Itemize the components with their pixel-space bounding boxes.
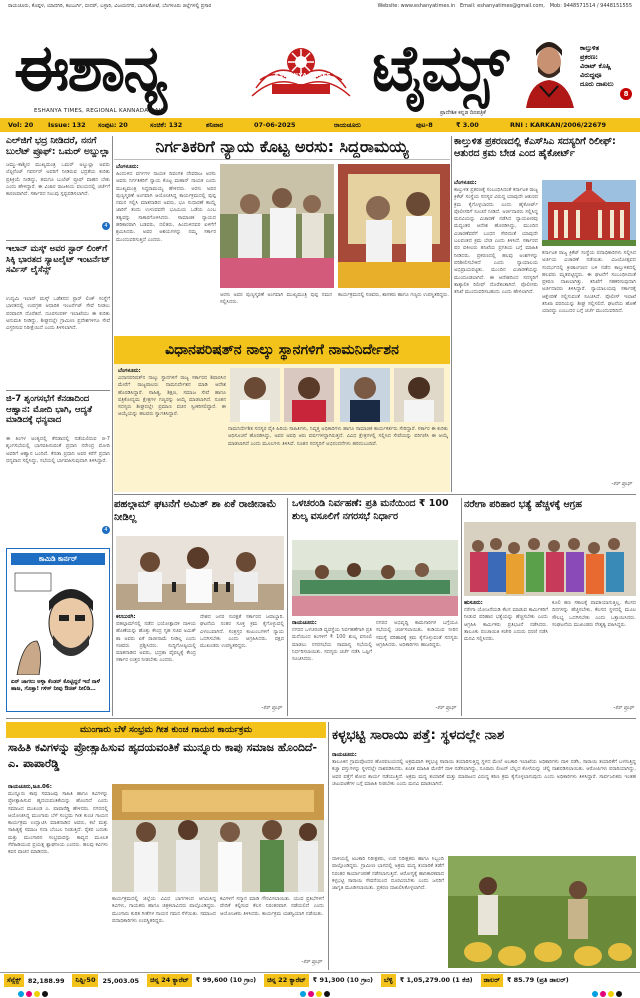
ticker-label: ಚಿನ್ನ 24 ಕ್ಯಾರೆಟ್ [147, 974, 192, 987]
website-link[interactable]: Website: www.eshanyatimes.in [377, 3, 456, 9]
lead-photo-captions: ಅರಸು ಅವರ ಪುಣ್ಯಸ್ಮರಣೆ ಅಂಗವಾಗಿ ಮುಖ್ಯಮಂತ್ರಿ ಪುಷ್ಪ ನಮನ ಸಲ್ಲಿಸಿದರು. ಕಾರ್ಯಕ್ರಮದಲ್ಲಿ ಸಚಿವರು, ಶಾಸಕರು ಹಾಗೂ ಗಣ್ಯರು ಉಪಸ್ಥಿತರಿದ್ದರು. [220, 292, 449, 306]
story-d-signature: -ಕೆಸ್ ಪ್ರೂಫ್ [301, 959, 322, 965]
cyan-mark-icon [18, 991, 24, 997]
ticker-label: ಸೆನ್ಸೆಕ್ಸ್ [4, 974, 24, 987]
divider [287, 498, 288, 716]
ticker-value: ₹ 85.79 (ಪ್ರತಿ ಡಾಲರ್) [506, 976, 569, 984]
issue-date: 07-06-2025 [254, 121, 296, 129]
high-court-photo [542, 180, 636, 246]
magenta-mark-icon [26, 991, 32, 997]
council-body-left: ಬೆಂಗಳೂರು: ವಿಧಾನಪರಿಷತ್‌ನ ನಾಲ್ಕು ಸ್ಥಾನಗಳಿಗೆ ರಾಜ್ಯ ಸರ್ಕಾರದ ಶಿಫಾರಸಿನ ಮೇರೆಗೆ ರಾಜ್ಯಪಾಲರು ನಾಮನಿರ್ದೇಶನ ಮಾಡಿ ಆದೇಶ ಹೊರಡಿಸಿದ್ದಾರೆ. ಸಾಹಿತ್ಯ, ಶಿಕ್ಷಣ, ಸಮಾಜ ಸೇವೆ ಹಾಗೂ ಪತ್ರಿಕೋದ್ಯಮ ಕ್ಷೇತ್ರಗಳ ಗಣ್ಯರನ್ನು ಆಯ್ಕೆ ಮಾಡಲಾಗಿದೆ. ನೂತನ ಸದಸ್ಯರು ಶೀಘ್ರದಲ್ಲೇ ಪ್ರಮಾಣ ವಚನ ಸ್ವೀಕರಿಸಲಿದ್ದಾರೆ. ಈ ಆಯ್ಕೆಯನ್ನು ಹಲವರು ಸ್ವಾಗತಿಸಿದ್ದಾರೆ. [118, 368, 226, 418]
right-story1-dateline: ಬೆಂಗಳೂರು: [454, 180, 477, 186]
council-headline-bar [114, 336, 450, 364]
divider [112, 136, 113, 716]
issue-info-bar [0, 118, 640, 132]
story-c-headline-wrap [464, 498, 636, 522]
promo-text: ಕಾಲ್ತುಳಿತ ಪ್ರಕರಣ: ವಿರಾಟ್ ಕೊಹ್ಲಿ ವಿರುದ್ಧವೂ ದೂರು ದಾಖಲು [580, 44, 614, 88]
price: ₹ 3.00 [456, 121, 479, 129]
market-ticker [0, 972, 640, 988]
story-a-body-right: ದೇಶದ ಜನರ ಸುರಕ್ಷತೆ ಸರ್ಕಾರದ ಜವಾಬ್ದಾರಿ. ಘಟನೆಯ ನಂತರ ಸೂಕ್ತ ಕ್ರಮ ಕೈಗೊಳ್ಳುವಲ್ಲಿ ವಿಳಂಬವಾಗಿದೆ. ಸಂತ್ರಸ್ತರ ಕುಟುಂಬಗಳಿಗೆ ನ್ಯಾಯ ಒದಗಿಸಬೇಕು ಎಂದು ಆಗ್ರಹಿಸಿದರು. ಪಕ್ಷದ ಮುಖಂಡರು ಉಪಸ್ಥಿತರಿದ್ದರು. -ಕೆಸ್ ಪ್ರೂಫ್ [200, 614, 284, 711]
issue: Issue: 132 [48, 121, 86, 129]
right-story1-body-right: ಕರ್ನಾಟಕ ರಾಜ್ಯ ಕ್ರಿಕೆಟ್ ಸಂಸ್ಥೆಯ ಪದಾಧಿಕಾರಿಗಳು ಸಲ್ಲಿಸಿದ ಅರ್ಜಿಯ ವಿಚಾರಣೆ ನಡೆಯಿತು. ವಿಜಯೋತ್ಸವದ ಸಂದರ್ಭದಲ್ಲಿ ಕ್ರೀಡಾಂಗಣದ ಬಳಿ ನಡೆದ ಕಾಲ್ತುಳಿತದಲ್ಲಿ ಹಲವರು ಮೃತಪಟ್ಟಿದ್ದರು. ಈ ಘಟನೆಗೆ ಸಂಬಂಧಿಸಿದಂತೆ ಪ್ರಕರಣ ದಾಖಲಾಗಿತ್ತು. ತನಿಖೆಗೆ ಸಹಕರಿಸುವುದಾಗಿ ಅರ್ಜಿದಾರರು ತಿಳಿಸಿದ್ದಾರೆ. ನ್ಯಾಯಾಲಯವು ಸರ್ಕಾರಕ್ಕೆ ಆಕ್ಷೇಪಣೆ ಸಲ್ಲಿಸುವಂತೆ ಸೂಚಿಸಿದೆ. ಪೊಲೀಸ್ ಇಲಾಖೆ ತನಿಖಾ ವರದಿಯನ್ನು ಶೀಘ್ರ ಸಲ್ಲಿಸಲಿದೆ. ಘಟನೆಯ ಹೊಣೆ ಯಾರದ್ದು ಎಂಬುದರ ಬಗ್ಗೆ ಚರ್ಚೆ ಮುಂದುವರಿದಿದೆ. -ಕೆಸ್ ಪ್ರೂಫ್ [542, 250, 636, 487]
story2-headline[interactable]: ಇಲಾನ್ ಮಸ್ಕ್ ಅವರ ಸ್ಟಾರ್ ಲಿಂಕ್‌ಗೆ ಸಿಕ್ಕಿ ಭಾರತದ ಸ್ಯಾಟಲೈಟ್ ಇಂಟರ್ನೆಟ್ ಸರ್ವಿಸ್ ಲೈಸೆನ್ಸ್ [6, 244, 110, 275]
rni-number: RNI : KARKAN/2006/22679 [510, 121, 607, 129]
masthead-title-left: ಈಶಾನ್ಯ [14, 31, 166, 106]
story-c-body-right: ಕೂಲಿ ಹಣ ಸಕಾಲಕ್ಕೆ ಪಾವತಿಯಾಗುತ್ತಿಲ್ಲ. ಕೆಲಸದ ದಿನಗಳನ್ನು ಹೆಚ್ಚಿಸಬೇಕು, ಕೆಲಸದ ಸ್ಥಳದಲ್ಲಿ ಮೂಲ ಸೌಲಭ್ಯ ಒದಗಿಸಬೇಕು ಎಂದು ಒತ್ತಾಯಿಸಿದರು. ಸಂಘಟನೆಯ ಮುಖಂಡರು ನೇತೃತ್ವ ವಹಿಸಿದ್ದರು. -ಕೆಸ್ ಪ್ರೂಫ್ [552, 600, 636, 711]
story-d-headline-wrap [8, 740, 326, 780]
right-story1-signature: -ಕೆಸ್ ಪ್ರೂಫ್ [611, 481, 632, 487]
vol: Vol: 20 [8, 121, 34, 129]
story-b-headline-wrap [292, 498, 458, 538]
cyan-mark-icon [592, 991, 598, 997]
cyan-mark-icon [300, 991, 306, 997]
weekday: ಶನಿವಾರ [206, 120, 224, 129]
yellow-mark-icon [34, 991, 40, 997]
yellow-mark-icon [608, 991, 614, 997]
masthead-subtitle-en: ESHANYA TIMES, REGIONAL KANNADA DAILY [34, 108, 168, 114]
council-headline[interactable]: ವಿಧಾನಪರಿಷತ್‌ನ ನಾಲ್ಕು ಸ್ಥಾನಗಳಿಗೆ ನಾಮನಿರ್ದೇಶನ [165, 342, 399, 358]
story3-body: ಈ ತಿಂಗಳ ಅಂತ್ಯದಲ್ಲಿ ಕೆನಡಾದಲ್ಲಿ ನಡೆಯಲಿರುವ ಜಿ-7 ಶೃಂಗಸಭೆಯಲ್ಲಿ ಭಾಗವಹಿಸುವಂತೆ ಪ್ರಧಾನಿ ನರೇಂದ್ರ ಮೋದಿ ಅವರಿಗೆ ಆಹ್ವಾನ ಬಂದಿದೆ. ಕೆನಡಾ ಪ್ರಧಾನಿ ಅವರ ಕರೆಗೆ ಪ್ರಧಾನಿ ಧನ್ಯವಾದ ಸಲ್ಲಿಸಿದ್ದು, ಸಭೆಯಲ್ಲಿ ಭಾಗವಹಿಸುವುದಾಗಿ ತಿಳಿಸಿದ್ದಾರೆ. [6, 436, 110, 464]
right-story1-headline-wrap [454, 136, 636, 176]
divider [6, 390, 110, 391]
masthead [0, 14, 640, 118]
story-d-headline[interactable]: ಸಾಹಿತಿ ಕವಿಗಳನ್ನು ಪ್ರೋತ್ಸಾಹಿಸುವ ಹೃದಯವಂತಿಕೆ ಮುನ್ನೂರು ಕಾಪು ಸಮಾಜ ಹೊಂದಿದೆ-ಎ. ಪಾಪಾರೆಡ್ಡಿ [8, 741, 318, 770]
ticker-label: ಡಾಲರ್ [481, 974, 503, 987]
lead-photo-1 [220, 164, 334, 288]
story-d-body-right: ಕವಿಗಳಿಗೆ ಸನ್ಮಾನ ಮಾಡಿ ಗೌರವಿಸಲಾಯಿತು. ಯುವ ಪ್ರತಿಭೆಗಳಿಗೆ ವೇದಿಕೆ ಕಲ್ಪಿಸುವ ಕೆಲಸ ನಿರಂತರವಾಗಿ ನಡೆಯಲಿದೆ ಎಂದು ಆಯೋಜಕರು ತಿಳಿಸಿದರು. ಕಾರ್ಯಕ್ರಮ ಯಶಸ್ವಿಯಾಗಿ ನಡೆಯಿತು. -ಕೆಸ್ ಪ್ರೂಫ್ [220, 896, 324, 965]
promo-box[interactable] [520, 30, 636, 118]
lead-photo-2 [338, 164, 450, 288]
event-banner [6, 722, 326, 738]
story-c-dateline: ಹುಸೂರು: [464, 600, 483, 606]
story-e-photo [448, 856, 636, 968]
story-a-body-left: ಕಲಬುರಗಿ: ಪಹಲ್ಗಾಮ್‌ನಲ್ಲಿ ನಡೆದ ಭಯೋತ್ಪಾದಕ ದಾಳಿಯ ಹೊಣೆಯನ್ನು ಹೊತ್ತು ಕೇಂದ್ರ ಗೃಹ ಸಚಿವ ಅಮಿತ್ ಶಾ ಅವರು ಏಕೆ ರಾಜೀನಾಮೆ ನೀಡಿಲ್ಲ ಎಂದು ಸಚಿವರು ಪ್ರಶ್ನಿಸಿದರು. ಸುದ್ದಿಗೋಷ್ಠಿಯಲ್ಲಿ ಮಾತನಾಡಿದ ಅವರು, ಭದ್ರತಾ ವೈಫಲ್ಯಕ್ಕೆ ಕೇಂದ್ರ ಸರ್ಕಾರ ಉತ್ತರ ನೀಡಬೇಕು ಎಂದರು. [116, 614, 196, 664]
ticker-value: ₹ 91,300 (10 ಗ್ರಾಂ) [312, 976, 374, 984]
ticker-value: 82,188.99 [27, 976, 65, 985]
magenta-mark-icon [600, 991, 606, 997]
story-b-dateline: ರಾಯಚೂರು: [292, 620, 317, 626]
story-a-signature: -ಕೆಸ್ ಪ್ರೂಫ್ [261, 705, 282, 711]
story3-headline[interactable]: ಜಿ-7 ಶೃಂಗಸಭೆಗೆ ಕೆನಡಾದಿಂದ ಆಹ್ವಾನ: ಮೋದಿ ಭಾಗಿ, ಆದ್ಯತೆ ಮಾಡಿದಕ್ಕೆ ಧನ್ಯವಾದ [6, 394, 92, 425]
story-d-dateline: ರಾಯಚೂರು,ಜೂ.06: [8, 784, 52, 790]
lead-body-left [116, 164, 216, 334]
story-b-photo [292, 540, 458, 616]
contact-info [377, 3, 632, 9]
story1-page-badge: 4 [102, 222, 110, 230]
story-e-headline[interactable]: ಕಳ್ಳಭಟ್ಟಿ ಸಾರಾಯಿ ಪತ್ತೆ: ಸ್ಥಳದಲ್ಲೇ ನಾಶ [332, 727, 505, 743]
player-photo-icon [520, 36, 578, 108]
divider [114, 494, 636, 495]
story-d-body-left: ರಾಯಚೂರು,ಜೂ.06: ಮುನ್ನೂರು ಕಾಪು ಸಮಾಜವು ಸಾಹಿತಿ ಹಾಗೂ ಕವಿಗಳನ್ನು ಪ್ರೋತ್ಸಾಹಿಸುವ ಹೃದಯವಂತಿಕೆಯನ್ನು ಹೊಂದಿದೆ ಎಂದು ಸಮಾಜದ ಮುಖಂಡ ಎ. ಪಾಪಾರೆಡ್ಡಿ ಹೇಳಿದರು. ನಗರದಲ್ಲಿ ಆಯೋಜಿಸಿದ್ದ ಮುಂಗಾರು ಬೆಳೆ ಸಂಭ್ರಮ ಗೀತ ಕುಂಚ ಗಾಯನ ಕಾರ್ಯಕ್ರಮ ಉದ್ಘಾಟಿಸಿ ಮಾತನಾಡಿದ ಅವರು, ಕಲೆ ಮತ್ತು ಸಾಹಿತ್ಯಕ್ಕೆ ಸಮಾಜ ಸದಾ ಬೆಂಬಲ ನೀಡುತ್ತಿದೆ. ರೈತರ ಬದುಕು ಮತ್ತು ಮುಂಗಾರಿನ ಸಂಭ್ರಮವನ್ನು ಕಾವ್ಯದ ಮೂಲಕ ಸೆರೆಹಿಡಿಯುವ ಪ್ರಯತ್ನ ಶ್ಲಾಘನೀಯ ಎಂದರು. ಹಲವು ಕವಿಗಳು ಕವನ ವಾಚನ ಮಾಡಿದರು. [8, 784, 108, 856]
story-a-headline-wrap [114, 498, 286, 534]
masthead-title-right: ಟೈಮ್ಸ್ [372, 31, 507, 106]
story1-headline[interactable]: ಎಲ್‌ಜಿ‌ಗೆ ಭದ್ರ ನೀಡಿದರೆ, ನನಗೆ ಬುಲೆಟ್ ಪ್ರೂಫ್: ಒಮರ್ ಅಬ್ದುಲ್ಲಾ [6, 136, 110, 157]
story-b-body-right: ನಗರದ ಅಭಿವೃದ್ಧಿ ಕಾಮಗಾರಿಗಳ ಬಗ್ಗೆಯೂ ಸಭೆಯಲ್ಲಿ ಚರ್ಚಿಸಲಾಯಿತು. ಕುಡಿಯುವ ನೀರಿನ ಸಮಸ್ಯೆ ಪರಿಹಾರಕ್ಕೆ ಕ್ರಮ ಕೈಗೊಳ್ಳುವಂತೆ ಸದಸ್ಯರು ಆಗ್ರಹಿಸಿದರು. ಅಧಿಕಾರಿಗಳು ಹಾಜರಿದ್ದರು. -ಕೆಸ್ ಪ್ರೂಫ್ [376, 620, 458, 711]
print-registration-marks [0, 990, 640, 998]
ticker-value: 25,003.05 [102, 976, 140, 985]
story1-body: ಜಮ್ಮು-ಕಾಶ್ಮೀರ ಮುಖ್ಯಮಂತ್ರಿ ಒಮರ್ ಅಬ್ದುಲ್ಲಾ ಅವರು ಲೆಫ್ಟಿನೆಂಟ್ ಗವರ್ನರ್ ಅವರಿಗೆ ನೀಡಿರುವ ಭದ್ರತೆಯ ಕುರಿತು ಪ್ರತಿಕ್ರಿಯೆ ನೀಡಿದ್ದು, ತಮಗೂ ಬುಲೆಟ್ ಪ್ರೂಫ್ ವಾಹನ ಬೇಕು ಎಂದು ಹೇಳಿದ್ದಾರೆ. ಈ ವಿಚಾರ ರಾಜಕೀಯ ವಲಯದಲ್ಲಿ ಚರ್ಚೆಗೆ ಕಾರಣವಾಗಿದೆ. ಸರ್ಕಾರದ ನಿಲುವು ಸ್ಪಷ್ಟಪಡಿಸಲಾಗಿದೆ. [6, 162, 110, 198]
story-b-body-left: ರಾಯಚೂರು: ನಗರದ ಒಳಚರಂಡಿ ವ್ಯವಸ್ಥೆಯ ನಿರ್ವಹಣೆಗಾಗಿ ಪ್ರತಿ ಮನೆಯಿಂದ ತಿಂಗಳಿಗೆ ₹ 100 ಶುಲ್ಕ ವಸೂಲಿ ಮಾಡಲು ನಗರಸಭೆಯ ಸಾಮಾನ್ಯ ಸಭೆಯಲ್ಲಿ ನಿರ್ಧರಿಸಲಾಯಿತು. ಸದಸ್ಯರು ಚರ್ಚೆ ನಡೆಸಿ ಒಪ್ಪಿಗೆ ಸೂಚಿಸಿದರು. [292, 620, 372, 663]
story-a-headline[interactable]: ಪಹಲ್ಗಾಮ್ ಘಟನೆಗೆ ಅಮಿತ್ ಶಾ ಏಕೆ ರಾಜೀನಾಮೆ ನೀಡಿಲ್ಲ [114, 499, 277, 523]
right-story1-headline[interactable]: ಕಾಲ್ತುಳಿತ ಪ್ರಕರಣದಲ್ಲಿ ಕೆಎಸ್‌ಸಿಎ ಸದಸ್ಯರಿಗೆ ರಿಲೀಫ್: ಆತುರದ ಕ್ರಮ ಬೇಡ ಎಂದ ಹೈಕೋರ್ಟ್ [454, 136, 616, 159]
circulation-districts: ರಾಯಚೂರು, ಕೊಪ್ಪಳ, ಯಾದಗಿರಿ, ಕಲಬುರ್ಗಿ, ಬೀದರ್, ಬಳ್ಳಾರಿ, ವಿಜಯನಗರ, ಬಾಗಲಕೋಟೆ, ಬೆಂಗಳೂರು ಜಿಲ್ಲೆಗಳಲ್ಲಿ ಪ್ರಸಾರ [8, 3, 212, 9]
lead-headline[interactable]: ನಿರ್ಗತಿಕರಿಗೆ ನ್ಯಾಯ ಕೊಟ್ಟ ಅರಸು: ಸಿದ್ದರಾಮಯ್ಯ [155, 137, 409, 156]
story-d-body-mid: ಕಾರ್ಯಕ್ರಮದಲ್ಲಿ ಜಿಲ್ಲೆಯ ವಿವಿಧ ಭಾಗಗಳಿಂದ ಆಗಮಿಸಿದ್ದ ಕವಿಗಳು, ಗಾಯಕರು ಹಾಗೂ ಚಿತ್ರಕಲಾವಿದರು ಪಾಲ್ಗೊಂಡಿದ್ದರು. ಮುಂಗಾರು ಕುರಿತ ಗೀತೆಗಳ ಗಾಯನ ಗಮನ ಸೆಳೆಯಿತು. ಸಮಾಜದ ಪದಾಧಿಕಾರಿಗಳು ಉಪಸ್ಥಿತರಿದ್ದರು. [112, 896, 216, 924]
promo-page-badge: 8 [620, 88, 632, 100]
story-a-photo [116, 536, 284, 610]
top-info-line [0, 0, 640, 14]
cartoon-title: ಕಾಮಿಡಿ ಕಾರ್ನರ್ [11, 553, 105, 565]
divider [6, 240, 110, 241]
page-count: ಪುಟ-8 [416, 120, 433, 129]
city: ರಾಯಚೂರು [334, 120, 361, 129]
ticker-value: ₹ 1,05,279.00 (1 ಕೆಜಿ) [399, 976, 473, 984]
lead-dateline: ಬೆಂಗಳೂರು: [116, 164, 139, 170]
story-e-body-top: ರಾಯಚೂರು: ತಾಲೂಕಿನ ಗ್ರಾಮವೊಂದರ ಹೊರವಲಯದಲ್ಲಿ ಅಕ್ರಮವಾಗಿ ಕಳ್ಳಭಟ್ಟಿ ಸಾರಾಯಿ ತಯಾರಿಸುತ್ತಿದ್ದ ಸ್ಥಳದ ಮೇಲೆ ಅಬಕಾರಿ ಇಲಾಖೆಯ ಅಧಿಕಾರಿಗಳು ದಾಳಿ ನಡೆಸಿ, ಸಾರಾಯಿ ತಯಾರಿಕೆಗೆ ಬಳಸುತ್ತಿದ್ದ ಕಚ್ಚಾ ವಸ್ತುಗಳನ್ನು ಸ್ಥಳದಲ್ಲೇ ನಾಶಪಡಿಸಿದರು. ಖಚಿತ ಮಾಹಿತಿ ಮೇರೆಗೆ ದಾಳಿ ನಡೆಸಲಾಗಿದ್ದು, ನೂರಾರು ಲೀಟರ್ ಬೆಲ್ಲದ ಕೊಳೆಯನ್ನು ಚೆಲ್ಲಿ ನಾಶಪಡಿಸಲಾಯಿತು. ಆರೋಪಿಗಳು ಪರಾರಿಯಾಗಿದ್ದು, ಅವರ ಪತ್ತೆಗೆ ಶೋಧ ಕಾರ್ಯ ನಡೆಯುತ್ತಿದೆ. ಅಕ್ರಮ ಮದ್ಯ ತಯಾರಿಕೆ ಮತ್ತು ಮಾರಾಟದ ವಿರುದ್ಧ ಕಠಿಣ ಕ್ರಮ ಕೈಗೊಳ್ಳಲಾಗುವುದು ಎಂದು ಅಧಿಕಾರಿಗಳು ತಿಳಿಸಿದ್ದಾರೆ. ಸಾರ್ವಜನಿಕರು ಇಂತಹ ಚಟುವಟಿಕೆಗಳ ಬಗ್ಗೆ ಮಾಹಿತಿ ನೀಡಬೇಕು ಎಂದು ಮನವಿ ಮಾಡಲಾಗಿದೆ. [332, 752, 636, 787]
story-c-body-left: ಹುಸೂರು: ನರೇಗಾ ಯೋಜನೆಯಡಿ ಕೆಲಸ ಮಾಡುವ ಕಾರ್ಮಿಕರಿಗೆ ನೀಡುವ ಪರಿಹಾರ ಭತ್ಯೆಯನ್ನು ಹೆಚ್ಚಿಸಬೇಕು ಎಂದು ಆಗ್ರಹಿಸಿ ಕಾರ್ಮಿಕರು ಪ್ರತಿಭಟನೆ ನಡೆಸಿದರು. ತಾಲೂಕು ಪಂಚಾಯಿತಿ ಕಚೇರಿ ಎದುರು ಧರಣಿ ನಡೆಸಿ ಮನವಿ ಸಲ್ಲಿಸಿದರು. [464, 600, 548, 643]
story2-body: ಉದ್ಯಮಿ ಇಲಾನ್ ಮಸ್ಕ್ ಒಡೆತನದ ಸ್ಟಾರ್ ಲಿಂಕ್ ಸಂಸ್ಥೆಗೆ ಭಾರತದಲ್ಲಿ ಉಪಗ್ರಹ ಆಧಾರಿತ ಇಂಟರ್ನೆಟ್ ಸೇವೆ ನೀಡಲು ಪರವಾನಗಿ ದೊರೆತಿದೆ. ದೂರಸಂಪರ್ಕ ಇಲಾಖೆಯು ಈ ಕುರಿತು ಅನುಮತಿ ನೀಡಿದ್ದು, ಶೀಘ್ರದಲ್ಲೇ ಗ್ರಾಮೀಣ ಪ್ರದೇಶಗಳಿಗೂ ಸೇವೆ ವಿಸ್ತರಿಸುವ ನಿರೀಕ್ಷೆಯಿದೆ ಎಂದು ತಿಳಿಸಲಾಗಿದೆ. [6, 296, 110, 332]
story3-page-badge: 4 [102, 526, 110, 534]
ticker-label: ಬೆಳ್ಳಿ [381, 974, 396, 987]
email-link[interactable]: Email: eshanyatimes@gmail.com, [460, 3, 545, 9]
ticker-value: ₹ 99,600 (10 ಗ್ರಾಂ) [195, 976, 257, 984]
portraits-icon [228, 368, 448, 422]
story-e-body-left: ದಾಳಿಯಲ್ಲಿ ಅಬಕಾರಿ ನಿರೀಕ್ಷಕರು, ಉಪ ನಿರೀಕ್ಷಕರು ಹಾಗೂ ಸಿಬ್ಬಂದಿ ಪಾಲ್ಗೊಂಡಿದ್ದರು. ಗ್ರಾಮೀಣ ಭಾಗದಲ್ಲಿ ಅಕ್ರಮ ಮದ್ಯ ತಯಾರಿಕೆ ತಡೆಗೆ ನಿರಂತರ ಕಾರ್ಯಾಚರಣೆ ನಡೆಸಲಾಗುತ್ತಿದೆ. ಆರೋಗ್ಯಕ್ಕೆ ಹಾನಿಕಾರಕವಾದ ಕಳ್ಳಭಟ್ಟಿ ಸಾರಾಯಿ ಸೇವನೆಯಿಂದ ದೂರವಿರಬೇಕು ಎಂದು ಜನರಿಗೆ ಜಾಗೃತಿ ಮೂಡಿಸಲಾಯಿತು. ಪ್ರಕರಣ ದಾಖಲಿಸಿಕೊಳ್ಳಲಾಗಿದೆ. [332, 856, 444, 892]
ticker-label: ಚಿನ್ನ 22 ಕ್ಯಾರೆಟ್ [264, 974, 309, 987]
cartoon-box[interactable] [6, 548, 110, 712]
mobile-number: Mob: 9448571514 / 9448151555 [549, 3, 632, 9]
lead-text: ಹಿಂದುಳಿದ ವರ್ಗಗಳ ನಾಯಕ ದಿವಂಗತ ದೇವರಾಜ ಅರಸು ಅವರು ನಿರ್ಗತಿಕರಿಗೆ ನ್ಯಾಯ ಕೊಟ್ಟ ಮಹಾನ್ ನಾಯಕ ಎಂದು ಮುಖ್ಯಮಂತ್ರಿ ಸಿದ್ದರಾಮಯ್ಯ ಹೇಳಿದರು. ಅರಸು ಅವರ ಪುಣ್ಯಸ್ಮರಣೆ ಅಂಗವಾಗಿ ಆಯೋಜಿಸಿದ್ದ ಕಾರ್ಯಕ್ರಮದಲ್ಲಿ ಪುಷ್ಪ ನಮನ ಸಲ್ಲಿಸಿ ಮಾತನಾಡಿದ ಅವರು, ಭೂ ಸುಧಾರಣೆ ಕಾಯ್ದೆ ಜಾರಿಗೆ ತಂದು ಉಳುವವನೇ ಭೂಮಿಯ ಒಡೆಯ ಎಂಬ ತತ್ವವನ್ನು ಸಾಕಾರಗೊಳಿಸಿದರು. ಸಾಮಾಜಿಕ ನ್ಯಾಯದ ಹರಿಕಾರರಾಗಿ ಬಡವರು, ದಲಿತರು, ಹಿಂದುಳಿದವರ ಏಳಿಗೆಗೆ ಶ್ರಮಿಸಿದರು. ಅವರ ಆಶಯಗಳನ್ನು ನಮ್ಮ ಸರ್ಕಾರ ಮುಂದುವರಿಸುತ್ತಿದೆ ಎಂದರು. [116, 171, 216, 243]
samputa: ಸಂಪುಟ: 20 [98, 120, 128, 129]
lead-headline-wrap [114, 136, 450, 160]
divider [6, 718, 636, 719]
masthead-subtitle-kn: ಪ್ರಾದೇಶಿಕ ಕನ್ನಡ ದಿನಪತ್ರಿಕೆ [440, 110, 486, 116]
story-e-dateline: ರಾಯಚೂರು: [332, 752, 357, 758]
story-d-photo [112, 784, 324, 892]
right-story1-body-left: ಬೆಂಗಳೂರು: ಕಾಲ್ತುಳಿತ ಪ್ರಕರಣಕ್ಕೆ ಸಂಬಂಧಿಸಿದಂತೆ ಕರ್ನಾಟಕ ರಾಜ್ಯ ಕ್ರಿಕೆಟ್ ಸಂಸ್ಥೆಯ ಸದಸ್ಯರ ವಿರುದ್ಧ ಯಾವುದೇ ಆತುರದ ಕ್ರಮ ಕೈಗೊಳ್ಳಬಾರದು ಎಂದು ಹೈಕೋರ್ಟ್ ಪೊಲೀಸರಿಗೆ ಸೂಚನೆ ನೀಡಿದೆ. ಅರ್ಜಿದಾರರು ಸಲ್ಲಿಸಿದ್ದ ಮನವಿಯನ್ನು ವಿಚಾರಣೆ ನಡೆಸಿದ ನ್ಯಾಯಪೀಠವು ಮಧ್ಯಂತರ ಆದೇಶ ಹೊರಡಿಸಿದ್ದು, ಮುಂದಿನ ವಿಚಾರಣೆವರೆಗೆ ಬಂಧನ ಸೇರಿದಂತೆ ಯಾವುದೇ ಬಲವಂತದ ಕ್ರಮ ಬೇಡ ಎಂದು ತಿಳಿಸಿದೆ. ಸರ್ಕಾರದ ಪರ ವಕೀಲರು ತನಿಖೆಯ ಪ್ರಗತಿಯ ಬಗ್ಗೆ ಮಾಹಿತಿ ನೀಡಿದರು. ಪ್ರಕರಣದಲ್ಲಿ ಹಲವು ಅಂಶಗಳನ್ನು ಪರಿಶೀಲಿಸಬೇಕಿದೆ ಎಂದು ನ್ಯಾಯಾಲಯ ಅಭಿಪ್ರಾಯಪಟ್ಟಿತು. ಮುಂದಿನ ವಿಚಾರಣೆಯನ್ನು ಮುಂದೂಡಲಾಗಿದೆ. ಈ ಆದೇಶದಿಂದ ಸದಸ್ಯರಿಗೆ ತಾತ್ಕಾಲಿಕ ರಿಲೀಫ್ ದೊರೆತಂತಾಗಿದೆ. ಪೊಲೀಸರು ತನಿಖೆ ಮುಂದುವರಿಸಬಹುದು ಎಂದು ಹೇಳಲಾಗಿದೆ. [454, 180, 538, 296]
left-column [6, 136, 110, 546]
yellow-mark-icon [316, 991, 322, 997]
black-mark-icon [42, 991, 48, 997]
divider [328, 722, 329, 970]
cartoon-caption: ಏನ್ ಜಾಗಲು ಅಳ್ಳಾ ಕೆಂಡರ್ ಕೊಟ್ಟಿದ್ದರೆ ಇದೆ ನಾಳೆ ಹಾಜ, ಗೊತ್ತಾ! ಗಳಿಸ್ ನೀವು ಔಚಿತ್ ನೀಲಿಡಿ… [11, 679, 100, 692]
event-banner-text: ಮುಂಗಾರು ಬೆಳೆ ಸಂಭ್ರಮ ಗೀತ ಕುಂಚ ಗಾಯನ ಕಾರ್ಯಕ್ರಮ [79, 725, 253, 735]
story-b-signature: -ಕೆಸ್ ಪ್ರೂಫ್ [435, 705, 456, 711]
story-c-signature: -ಕೆಸ್ ಪ್ರೂಫ್ [613, 705, 634, 711]
black-mark-icon [616, 991, 622, 997]
council-body-right: ನಾಮನಿರ್ದೇಶಿತ ಸದಸ್ಯರ ಪೈಕಿ ಹಿರಿಯ ಸಾಹಿತಿಗಳು, ನಿವೃತ್ತ ಅಧಿಕಾರಿಗಳು ಹಾಗೂ ಸಾಮಾಜಿಕ ಕಾರ್ಯಕರ್ತರು ಸೇರಿದ್ದಾರೆ. ಸರ್ಕಾರ ಈ ಕುರಿತು ಅಧಿಸೂಚನೆ ಹೊರಡಿಸಿದ್ದು, ಅವರ ಅವಧಿ ಆರು ವರ್ಷಗಳದ್ದಾಗಿರುತ್ತದೆ. ವಿವಿಧ ಕ್ಷೇತ್ರಗಳಲ್ಲಿ ಸಲ್ಲಿಸಿದ ಸೇವೆಯನ್ನು ಪರಿಗಣಿಸಿ ಈ ಆಯ್ಕೆ ಮಾಡಲಾಗಿದೆ ಎಂದು ಮೂಲಗಳು ತಿಳಿಸಿವೆ. ನೂತನ ಸದಸ್ಯರಿಗೆ ಅಭಿನಂದನೆಗಳು ಹರಿದುಬಂದಿವೆ. [228, 426, 448, 447]
black-mark-icon [324, 991, 330, 997]
story-a-dateline: ಕಲಬುರಗಿ: [116, 614, 136, 620]
magenta-mark-icon [308, 991, 314, 997]
story-b-headline[interactable]: ಒಳಚರಂಡಿ ನಿರ್ವಹಣೆ: ಪ್ರತಿ ಮನೆಯಿಂದ ₹ 100 ಶುಲ್ಕ ವಸೂಲಿಗೆ ನಗರಸಭೆ ನಿರ್ಧಾರ [292, 498, 449, 522]
divider [451, 136, 452, 492]
sanchike: ಸಂಚಿಕೆ: 132 [150, 120, 183, 129]
council-portraits [228, 368, 448, 422]
divider [461, 498, 462, 716]
story-c-headline[interactable]: ನರೇಗಾ ಪರಿಹಾರ ಭತ್ಯೆ ಹೆಚ್ಚಳಕ್ಕೆ ಆಗ್ರಹ [464, 499, 582, 510]
cartoon-illustration-icon [13, 571, 105, 675]
council-dateline: ಬೆಂಗಳೂರು: [118, 368, 141, 374]
ticker-label: ನಿಫ್ಟಿ-50 [72, 974, 98, 987]
story-e-headline-wrap [332, 724, 636, 748]
logo-text: ESHANYA TIMES [274, 73, 332, 79]
story-c-photo [464, 522, 636, 596]
